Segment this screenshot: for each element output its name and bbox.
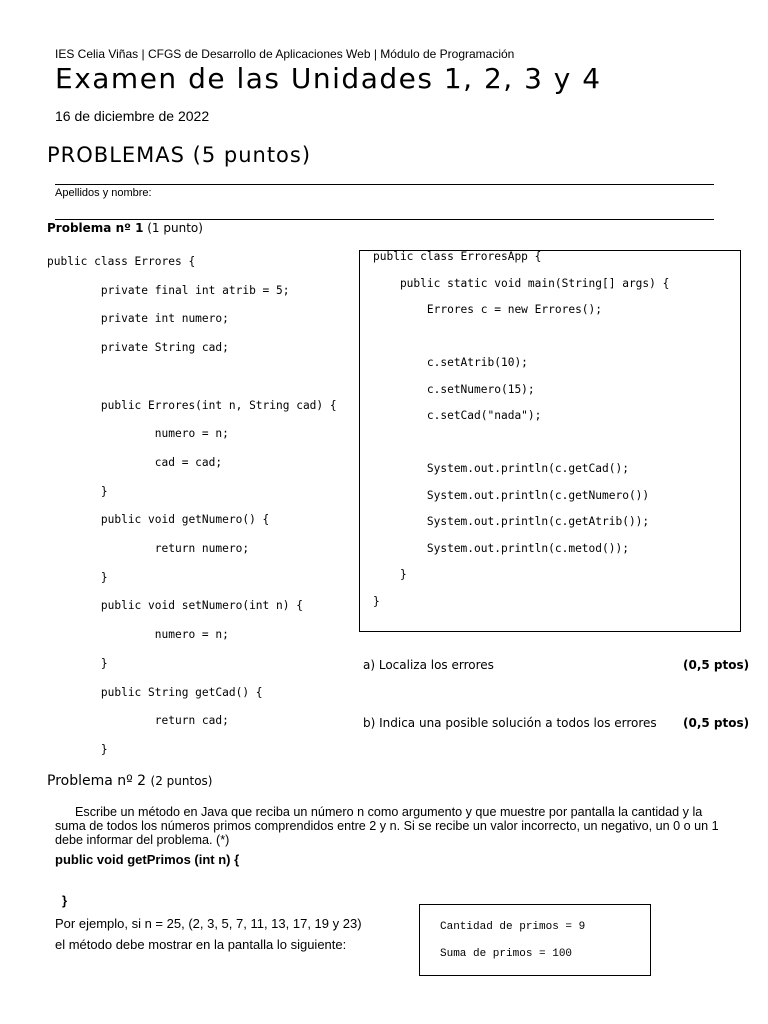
errores-code-line: public String getCad() {	[47, 685, 263, 699]
problem2-heading	[47, 773, 213, 789]
problem1-label: Problema nº 1	[47, 221, 144, 235]
errores-app-code-line: c.setNumero(15);	[373, 382, 535, 396]
section-title: PROBLEMAS (5 puntos)	[47, 143, 312, 167]
errores-app-code-line: public static void main(String[] args) {	[373, 276, 670, 290]
exam-title: Examen de las Unidades 1, 2, 3 y 4	[55, 62, 602, 95]
errores-code-line: public class Errores {	[47, 255, 196, 268]
divider-top	[55, 184, 714, 185]
problem2-statement-text: Escribe un método en Java que reciba un número n como argumento y que muestre por pantalla la cantidad y la suma de todos los números primos comprendidos entre 2 y n. Si se recibe un valor incorrecto, un negativo, un 0 o un 1 debe informar del problema. (*)	[55, 805, 719, 847]
points-b: (0,5 ptos)	[683, 716, 750, 730]
exam-date: 16 de diciembre de 2022	[55, 108, 210, 124]
problem1-heading	[47, 221, 203, 235]
output-line-2: Suma de primos = 100	[440, 948, 573, 960]
closing-brace: }	[62, 893, 68, 908]
errores-code-line: }	[47, 742, 108, 756]
output-box	[419, 904, 651, 976]
question-a: a) Localiza los errores	[363, 658, 494, 672]
name-label: Apellidos y nombre:	[55, 187, 152, 199]
errores-code-line: numero = n;	[47, 427, 229, 441]
errores-app-code-line: c.setAtrib(10);	[373, 356, 528, 369]
errores-code-line: public void getNumero() {	[47, 513, 270, 527]
errores-code-line: }	[47, 484, 108, 498]
errores-code-line: return numero;	[47, 542, 250, 555]
points-a: (0,5 ptos)	[683, 658, 750, 672]
errores-code-line: cad = cad;	[47, 455, 223, 469]
errores-code-line: numero = n;	[47, 628, 229, 642]
problem2-statement	[55, 805, 720, 847]
errores-app-code-line: System.out.println(c.getAtrib());	[373, 515, 650, 528]
errores-code-line: private final int atrib = 5;	[47, 283, 290, 297]
errores-app-code-line: Errores c = new Errores();	[373, 303, 603, 316]
output-line-1: Cantidad de primos = 9	[440, 921, 586, 933]
example-line-2: el método debe mostrar en la pantalla lo siguiente:	[55, 937, 347, 952]
errores-code-line: return cad;	[47, 714, 229, 728]
problem2-points: (2 puntos)	[150, 774, 213, 788]
errores-app-code-line: }	[373, 568, 407, 581]
errores-app-code-line: public class ErroresApp {	[373, 250, 542, 263]
errores-app-code-line: c.setCad("nada");	[373, 409, 542, 422]
errores-code-line: public Errores(int n, String cad) {	[47, 398, 337, 412]
institution-header: IES Celia Viñas | CFGS de Desarrollo de Aplicaciones Web | Módulo de Programación	[55, 47, 515, 61]
method-signature: public void getPrimos (int n) {	[55, 852, 240, 867]
errores-code-line: }	[47, 570, 108, 584]
errores-app-code-line: System.out.println(c.getNumero())	[373, 488, 650, 502]
errores-code-line: public void setNumero(int n) {	[47, 599, 303, 613]
name-line	[55, 219, 714, 220]
errores-code-line: private String cad;	[47, 341, 229, 355]
problem2-label: Problema nº 2	[47, 773, 147, 789]
example-line-1: Por ejemplo, si n = 25, (2, 3, 5, 7, 11, 13, 17, 19 y 23)	[55, 916, 362, 931]
problem1-points: (1 punto)	[147, 221, 203, 235]
question-b: b) Indica una posible solución a todos los errores	[363, 716, 657, 730]
errores-app-code-line: System.out.println(c.getCad();	[373, 462, 629, 475]
errores-code-line: }	[47, 656, 108, 670]
errores-app-code-line: }	[373, 594, 380, 608]
errores-app-code-line: System.out.println(c.metod());	[373, 541, 629, 555]
errores-code-line: private int numero;	[47, 312, 229, 326]
